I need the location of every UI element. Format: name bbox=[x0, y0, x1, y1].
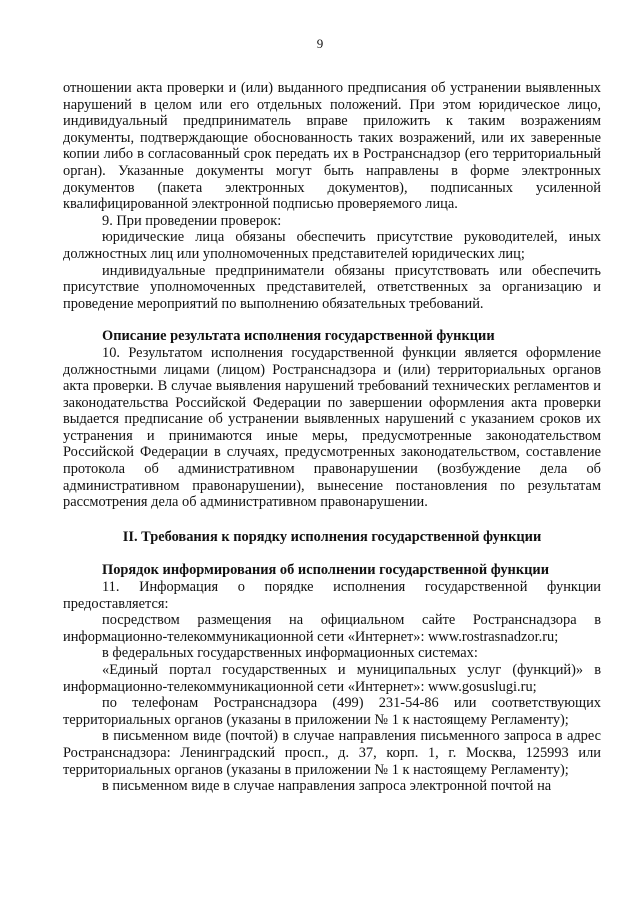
paragraph-10: 10. Результатом исполнения государственной функции является оформление должностными лицами (лицом) Ространснадзора и (или) территориальных органов акта проверки. В случае выявления нарушений требований технических регламентов и законодательства Российской Федерации по завершении оформления акта проверки выдается предписание об устранении выявленных нарушений с указанием сроков их устранения и принимаются иные меры, предусмотренные законодательством Российской Федерации в случаях, предусмотренных законодательством, составление протокола об административном правонарушении (возбуждение дела об административном правонарушении), вынесение постановления по результатам рассмотрения дела об административном правонарушении. bbox=[63, 344, 601, 511]
paragraph-legal-entities: юридические лица обязаны обеспечить присутствие руководителей, иных должностных лиц или уполномоченных представителей юридических лиц; bbox=[63, 229, 601, 262]
paragraph-objection: отношении акта проверки и (или) выданного предписания об устранении выявленных нарушений в целом или его отдельных положений. При этом юридическое лицо, индивидуальный предприниматель вправе приложить к таким возражениям документы, подтверждающие обоснованность таких возражений, или их заверенные копии либо в согласованный срок передать их в Ространснадзор (его территориальный орган). Указанные документы могут быть направлены в форме электронных документов (пакета электронных документов), подписанных усиленной квалифицированной электронной подписью проверяемого лица. bbox=[63, 80, 601, 213]
document-body bbox=[63, 80, 601, 795]
paragraph-unified-portal: «Единый портал государственных и муниципальных услуг (функций)» в информационно-телекоммуникационной сети «Интернет»: www.gosuslugi.ru; bbox=[63, 662, 601, 695]
paragraph-11: 11. Информация о порядке исполнения государственной функции предоставляется: bbox=[63, 579, 601, 612]
paragraph-phones: по телефонам Ространснадзора (499) 231-54-86 или соответствующих территориальных органов (указаны в приложении № 1 к настоящему Регламенту); bbox=[63, 695, 601, 728]
paragraph-federal-systems: в федеральных государственных информационных системах: bbox=[102, 645, 478, 662]
paragraph-entrepreneurs: индивидуальные предприниматели обязаны присутствовать или обеспечить присутствие уполномоченных представителей, ответственных за организацию и проведение мероприятий по выполнению обязательных требований. bbox=[63, 262, 601, 312]
paragraph-official-site: посредством размещения на официальном сайте Ространснадзора в информационно-телекоммуникационной сети «Интернет»: www.rostrasnadzor.ru; bbox=[63, 612, 601, 645]
page-number: 9 bbox=[316, 36, 324, 51]
paragraph-email: в письменном виде в случае направления запроса электронной почтой на bbox=[102, 778, 552, 795]
section-title: II. Требования к порядку исполнения государственной функции bbox=[122, 528, 542, 545]
heading-result-description: Описание результата исполнения государственной функции bbox=[102, 328, 495, 345]
paragraph-9: 9. При проведении проверок: bbox=[102, 212, 282, 229]
paragraph-postal: в письменном виде (почтой) в случае направления письменного запроса в адрес Ространснадзора: Ленинградский просп., д. 37, корп. 1, г. Москва, 125993 или территориальных органов (указаны в приложении № 1 к настоящему Регламенту); bbox=[63, 728, 601, 778]
heading-information-procedure: Порядок информирования об исполнении государственной функции bbox=[102, 562, 549, 579]
